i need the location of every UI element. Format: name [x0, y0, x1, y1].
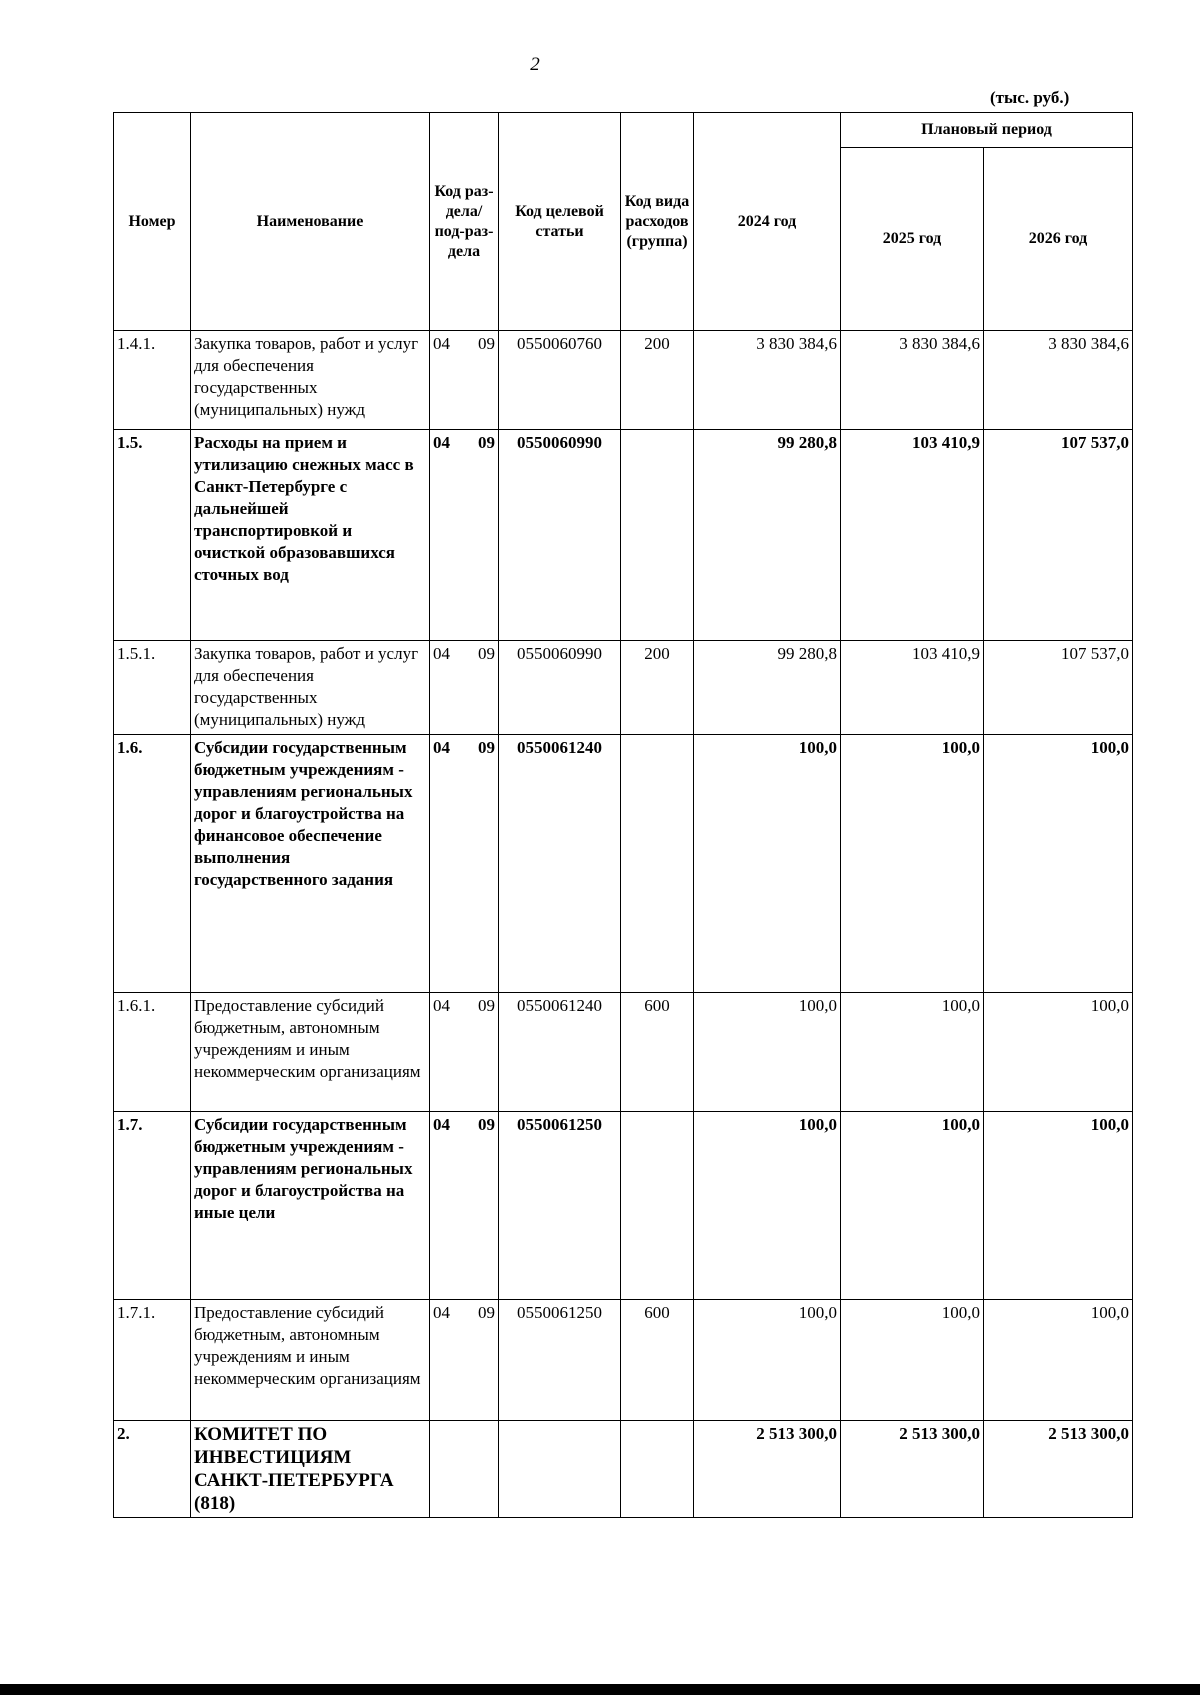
row-name: Расходы на прием и утилизацию снежных масс в Санкт-Петербурге с дальнейшей транспортировкой и очисткой образовавшихся сточных вод — [191, 430, 430, 641]
row-amount-2026: 100,0 — [984, 735, 1133, 993]
row-podrazdel-code: 09 — [478, 433, 495, 452]
row-amount-2025: 100,0 — [841, 993, 984, 1112]
row-number: 1.5.1. — [114, 641, 191, 735]
row-podrazdel-code: 09 — [478, 644, 495, 663]
row-name: Предоставление субсидий бюджетным, автономным учреждениям и иным некоммерческим организациям — [191, 1300, 430, 1421]
row-amount-2026: 100,0 — [984, 1300, 1133, 1421]
row-amount-2026: 100,0 — [984, 993, 1133, 1112]
row-target-code: 0550060990 — [499, 641, 621, 735]
row-name: КОМИТЕТ ПО ИНВЕСТИЦИЯМ САНКТ-ПЕТЕРБУРГА (818) — [191, 1421, 430, 1518]
header-target: Код целевой статьи — [499, 113, 621, 331]
row-razdel-code: 04 — [433, 644, 450, 663]
row-vid-code: 200 — [621, 331, 694, 430]
unit-label: (тыс. руб.) — [990, 88, 1070, 107]
row-razdel-code: 04 — [433, 433, 450, 452]
row-amount-2026: 107 537,0 — [984, 641, 1133, 735]
row-razdel-code: 04 — [433, 996, 450, 1015]
row-amount-2025: 100,0 — [841, 1300, 984, 1421]
row-vid-code — [621, 1112, 694, 1300]
page-number: 2 — [530, 54, 540, 75]
row-amount-2025: 103 410,9 — [841, 430, 984, 641]
row-name: Предоставление субсидий бюджетным, автономным учреждениям и иным некоммерческим организациям — [191, 993, 430, 1112]
row-podrazdel-code: 09 — [478, 738, 495, 757]
row-name: Закупка товаров, работ и услуг для обеспечения государственных (муниципальных) нужд — [191, 641, 430, 735]
row-name: Субсидии государственным бюджетным учреждениям - управлениям региональных дорог и благоустройства на финансовое обеспечение выполнения государственного задания — [191, 735, 430, 993]
row-number: 1.4.1. — [114, 331, 191, 430]
row-razdel — [430, 1300, 499, 1421]
header-number: Номер — [114, 113, 191, 331]
table-row — [114, 1421, 1133, 1518]
table-header — [114, 113, 1133, 331]
row-amount-2024: 100,0 — [694, 735, 841, 993]
row-number: 1.7. — [114, 1112, 191, 1300]
row-podrazdel-code: 09 — [478, 996, 495, 1015]
table-row — [114, 331, 1133, 430]
row-amount-2024: 100,0 — [694, 1112, 841, 1300]
row-amount-2025: 2 513 300,0 — [841, 1421, 984, 1518]
row-target-code: 0550061240 — [499, 993, 621, 1112]
header-2025: 2025 год — [841, 148, 984, 331]
row-vid-code: 200 — [621, 641, 694, 735]
table-row — [114, 641, 1133, 735]
budget-table — [113, 112, 1133, 1518]
table-body — [114, 331, 1133, 1518]
header-2024: 2024 год — [694, 113, 841, 331]
row-vid-code — [621, 1421, 694, 1518]
table-row — [114, 1300, 1133, 1421]
row-target-code: 0550060990 — [499, 430, 621, 641]
row-razdel — [430, 1112, 499, 1300]
row-amount-2024: 99 280,8 — [694, 430, 841, 641]
row-amount-2024: 99 280,8 — [694, 641, 841, 735]
row-razdel-code: 04 — [433, 1303, 450, 1322]
row-amount-2024: 2 513 300,0 — [694, 1421, 841, 1518]
row-amount-2024: 100,0 — [694, 1300, 841, 1421]
header-razdel: Код раз-дела/ под-раз-дела — [430, 113, 499, 331]
row-razdel-code: 04 — [433, 738, 450, 757]
row-number: 1.6. — [114, 735, 191, 993]
row-target-code: 0550061250 — [499, 1112, 621, 1300]
header-vid: Код вида расходов (группа) — [621, 113, 694, 331]
row-name: Субсидии государственным бюджетным учреждениям - управлениям региональных дорог и благоустройства на иные цели — [191, 1112, 430, 1300]
row-number: 1.5. — [114, 430, 191, 641]
row-number: 1.6.1. — [114, 993, 191, 1112]
table-row — [114, 735, 1133, 993]
row-amount-2025: 3 830 384,6 — [841, 331, 984, 430]
row-amount-2026: 107 537,0 — [984, 430, 1133, 641]
row-razdel — [430, 430, 499, 641]
row-amount-2026: 2 513 300,0 — [984, 1421, 1133, 1518]
row-podrazdel-code: 09 — [478, 1303, 495, 1322]
row-amount-2025: 100,0 — [841, 1112, 984, 1300]
row-razdel — [430, 1421, 499, 1518]
row-razdel — [430, 735, 499, 993]
row-razdel-code: 04 — [433, 1115, 450, 1134]
row-target-code: 0550061240 — [499, 735, 621, 993]
table-row — [114, 1112, 1133, 1300]
row-amount-2026: 100,0 — [984, 1112, 1133, 1300]
row-vid-code — [621, 735, 694, 993]
row-vid-code — [621, 430, 694, 641]
row-razdel — [430, 331, 499, 430]
row-amount-2024: 3 830 384,6 — [694, 331, 841, 430]
row-razdel — [430, 641, 499, 735]
row-target-code: 0550060760 — [499, 331, 621, 430]
bottom-scan-border — [0, 1684, 1200, 1695]
row-amount-2026: 3 830 384,6 — [984, 331, 1133, 430]
row-razdel — [430, 993, 499, 1112]
row-razdel-code: 04 — [433, 334, 450, 353]
row-podrazdel-code: 09 — [478, 1115, 495, 1134]
table-row — [114, 993, 1133, 1112]
row-number: 1.7.1. — [114, 1300, 191, 1421]
row-vid-code: 600 — [621, 993, 694, 1112]
row-number: 2. — [114, 1421, 191, 1518]
row-target-code: 0550061250 — [499, 1300, 621, 1421]
row-amount-2024: 100,0 — [694, 993, 841, 1112]
header-plan-period: Плановый период — [841, 113, 1133, 148]
header-2026: 2026 год — [984, 148, 1133, 331]
row-target-code — [499, 1421, 621, 1518]
row-name: Закупка товаров, работ и услуг для обеспечения государственных (муниципальных) нужд — [191, 331, 430, 430]
row-amount-2025: 100,0 — [841, 735, 984, 993]
row-amount-2025: 103 410,9 — [841, 641, 984, 735]
row-vid-code: 600 — [621, 1300, 694, 1421]
row-podrazdel-code: 09 — [478, 334, 495, 353]
header-name: Наименование — [191, 113, 430, 331]
table-row — [114, 430, 1133, 641]
